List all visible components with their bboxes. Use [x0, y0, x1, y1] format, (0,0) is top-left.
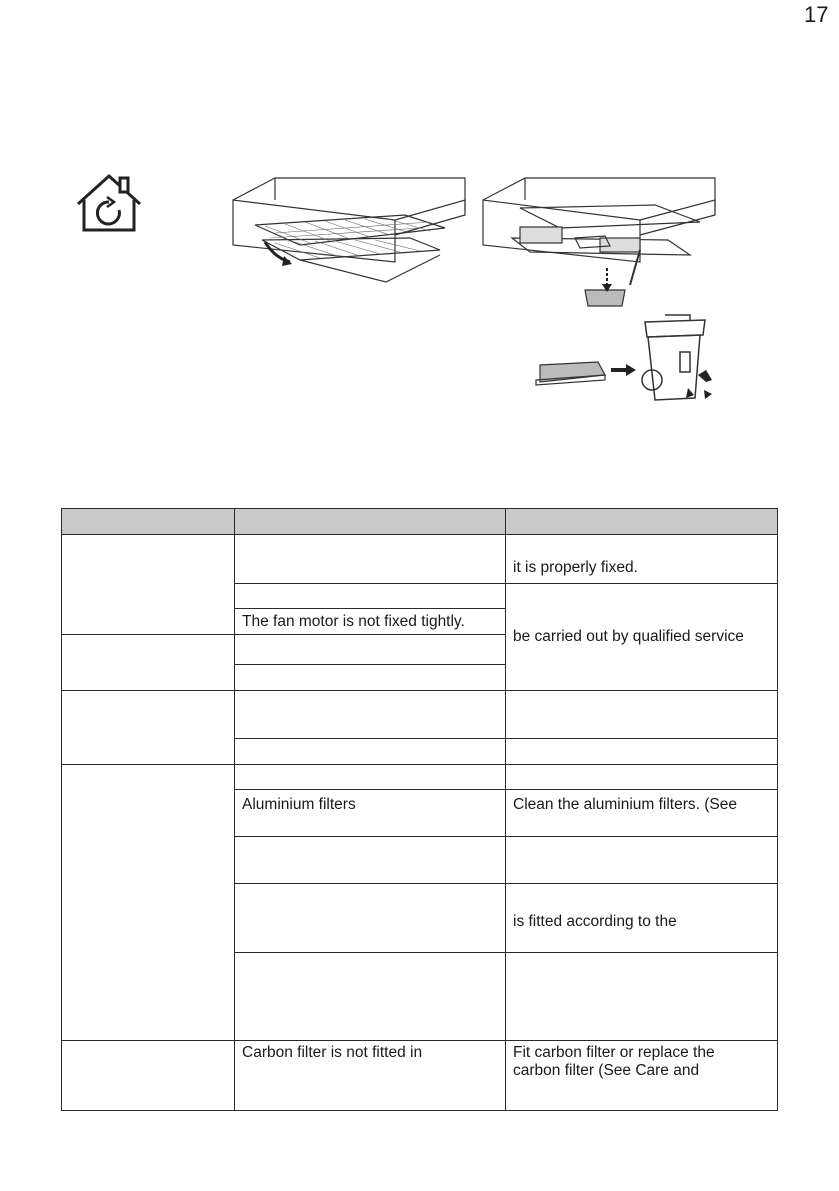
solution-cell: [506, 837, 778, 884]
hood-right-illustration: [483, 178, 715, 306]
cause-cell: The fan motor is not fixed tightly.: [235, 609, 506, 635]
table-row: [62, 1041, 778, 1111]
header-cell: [506, 509, 778, 535]
cause-cell: [235, 837, 506, 884]
solution-cell: be carried out by qualified service: [506, 584, 778, 691]
solution-cell: [506, 739, 778, 765]
cause-cell: [235, 691, 506, 739]
cause-cell: [235, 665, 506, 691]
solution-cell: [506, 691, 778, 739]
problem-cell: [62, 765, 235, 1041]
cause-cell: [235, 953, 506, 1041]
cause-cell: [235, 739, 506, 765]
table-row: [62, 691, 778, 739]
table-header: [62, 509, 778, 535]
hood-illustrations: [0, 0, 839, 420]
header-cell: [235, 509, 506, 535]
hood-left-illustration: [233, 178, 465, 282]
solution-line: Fit carbon filter or replace the: [513, 1044, 715, 1061]
recycle-icon: [686, 370, 712, 399]
waste-bin-icon: [642, 315, 705, 400]
table-row: [62, 535, 778, 584]
cause-cell: Carbon filter is not fitted in: [235, 1041, 506, 1111]
solution-cell: [506, 953, 778, 1041]
solution-cell: it is properly fixed.: [506, 535, 778, 584]
cause-cell: [235, 765, 506, 790]
cause-cell: [235, 584, 506, 609]
cause-cell: Aluminium filters: [235, 790, 506, 837]
table-row: [62, 765, 778, 790]
solution-cell: [506, 765, 778, 790]
header-cell: [62, 509, 235, 535]
carbon-filter-illustration: [536, 362, 605, 385]
troubleshooting-table: [61, 508, 777, 1111]
cause-cell: [235, 635, 506, 665]
problem-cell: [62, 635, 235, 691]
solution-cell: Clean the aluminium filters. (See: [506, 790, 778, 837]
problem-cell: [62, 1041, 235, 1111]
cause-cell: [235, 884, 506, 953]
problem-cell: [62, 691, 235, 765]
solution-cell: [506, 1041, 778, 1111]
solution-cell: is fitted according to the: [506, 884, 778, 953]
page-number: 17: [804, 2, 829, 27]
problem-cell: [62, 535, 235, 635]
cause-cell: [235, 535, 506, 584]
solution-line: carbon filter (See Care and: [513, 1062, 700, 1079]
